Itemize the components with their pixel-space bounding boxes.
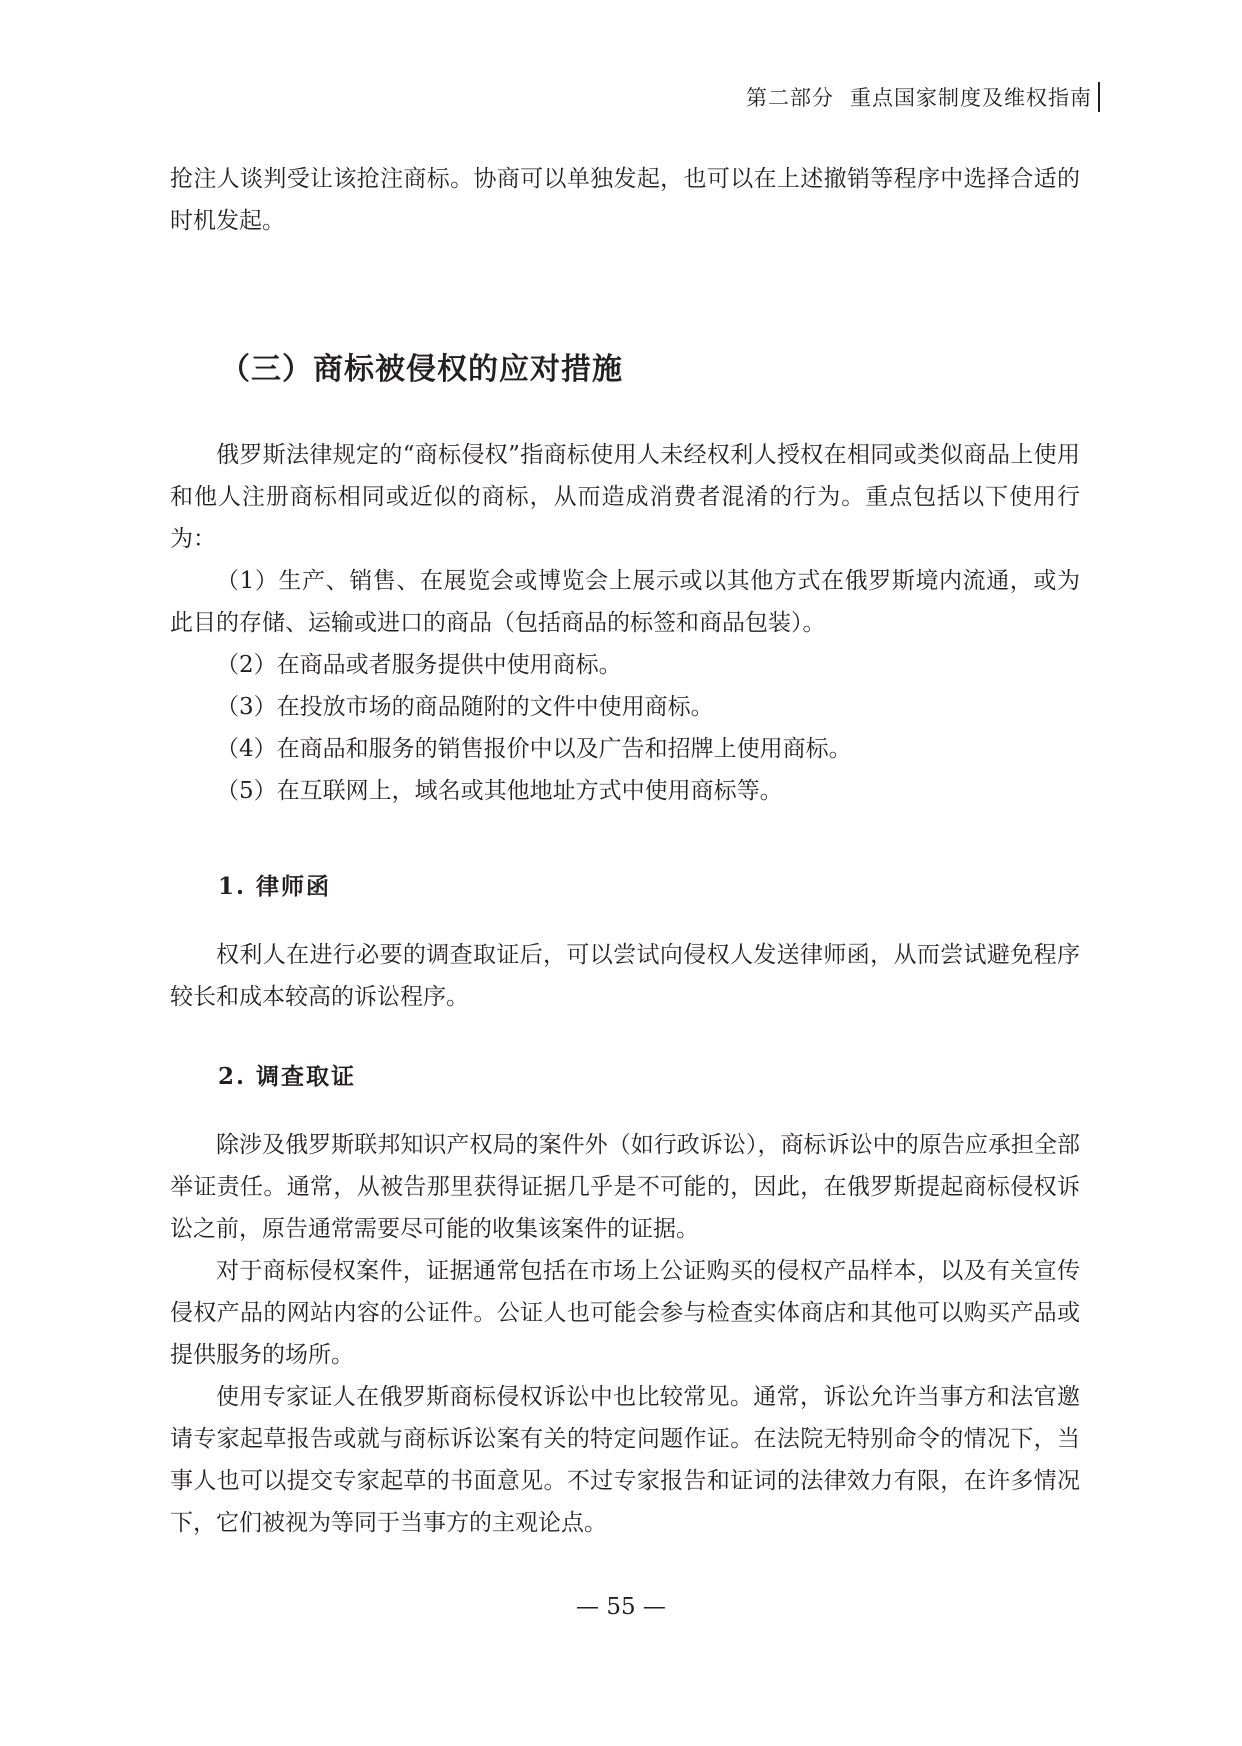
list-item-2: （2）在商品或者服务提供中使用商标。 [216, 652, 622, 678]
list-item-5: （5）在互联网上，域名或其他地址方式中使用商标等。 [216, 778, 783, 804]
paragraph-continuation: 抢注人谈判受让该抢注商标。协商可以单独发起，也可以在上述撤销等程序中选择合适的时机发起。 [170, 166, 1080, 234]
paragraph-expert-witness: 使用专家证人在俄罗斯商标侵权诉讼中也比较常见。通常，诉讼允许当事方和法官邀请专家起草报告或就与商标诉讼案有关的特定问题作证。在法院无特别命令的情况下，当事人也可以提交专家起草的书面意见。不过专家报告和证词的法律效力有限，在许多情况下，它们被视为等同于当事方的主观论点。 [170, 1384, 1080, 1536]
list-item-1: （1）生产、销售、在展览会或博览会上展示或以其他方式在俄罗斯境内流通，或为此目的存储、运输或进口的商品（包括商品的标签和商品包装）。 [170, 568, 1080, 636]
paragraph-definition: 俄罗斯法律规定的“商标侵权”指商标使用人未经权利人授权在相同或类似商品上使用和他人注册商标相同或近似的商标，从而造成消费者混淆的行为。重点包括以下使用行为： [170, 442, 1080, 552]
page-number: — 55 — [576, 1594, 666, 1620]
header-chapter: 重点国家制度及维权指南 [850, 86, 1092, 110]
subsection-title-evidence: 2. 调查取证 [218, 1063, 357, 1090]
header-part: 第二部分 [746, 86, 834, 110]
paragraph-evidence-types: 对于商标侵权案件，证据通常包括在市场上公证购买的侵权产品样本，以及有关宣传侵权产品的网站内容的公证件。公证人也可能会参与检查实体商店和其他可以购买产品或提供服务的场所。 [170, 1258, 1080, 1368]
running-header [746, 82, 1092, 112]
list-item-3: （3）在投放市场的商品随附的文件中使用商标。 [216, 694, 714, 720]
paragraph-evidence-burden: 除涉及俄罗斯联邦知识产权局的案件外（如行政诉讼），商标诉讼中的原告应承担全部举证责任。通常，从被告那里获得证据几乎是不可能的，因此，在俄罗斯提起商标侵权诉讼之前，原告通常需要尽可能的收集该案件的证据。 [170, 1132, 1080, 1242]
subsection-title-lawyer-letter: 1. 律师函 [218, 873, 332, 900]
header-divider [1098, 82, 1100, 112]
section-title: （三）商标被侵权的应对措施 [220, 352, 623, 387]
paragraph-lawyer-letter: 权利人在进行必要的调查取证后，可以尝试向侵权人发送律师函，从而尝试避免程序较长和成本较高的诉讼程序。 [170, 942, 1080, 1010]
list-item-4: （4）在商品和服务的销售报价中以及广告和招牌上使用商标。 [216, 736, 852, 762]
